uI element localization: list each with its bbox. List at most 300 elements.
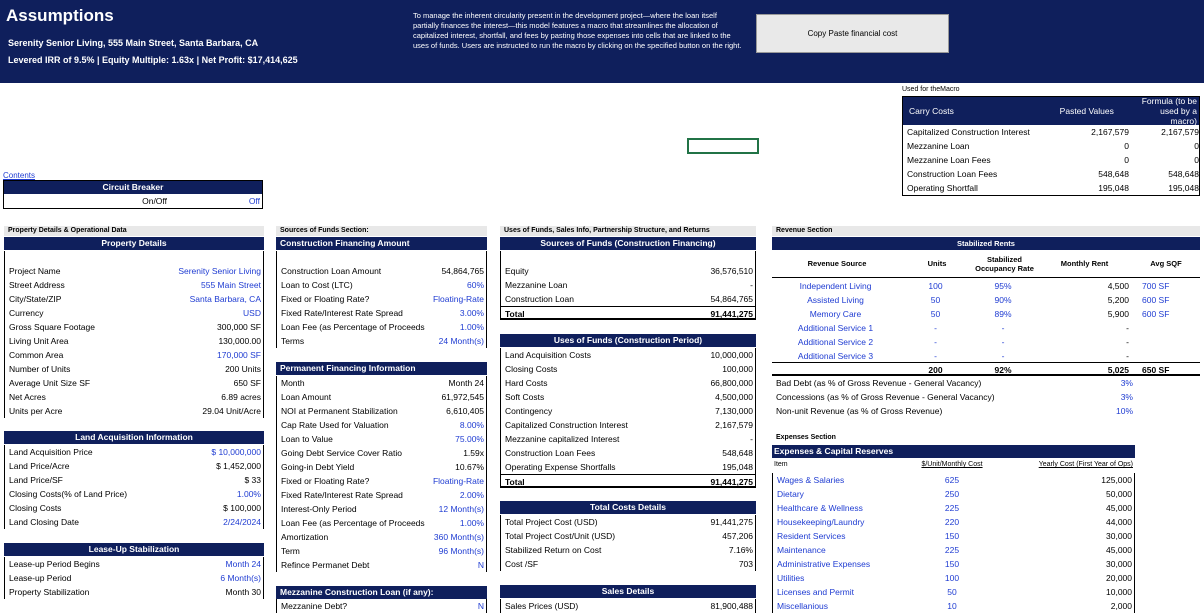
lease-value[interactable]: 6 Month(s)	[220, 573, 261, 583]
property-label: Number of Units	[9, 364, 71, 374]
permanent-financing-label: NOI at Permanent Stabilization	[281, 406, 398, 416]
revenue-rent: -	[1126, 323, 1129, 333]
sources-funds-value: 54,864,765	[710, 294, 753, 304]
uses-funds-value: 10,000,000	[710, 350, 753, 360]
permanent-financing-row	[277, 390, 486, 404]
property-value: 6.89 acres	[221, 392, 261, 402]
expense-item[interactable]: Administrative Expenses	[777, 559, 871, 569]
uses-of-funds-table	[500, 348, 756, 488]
revenue-source[interactable]: Independent Living	[799, 281, 872, 291]
revenue-assumption-value[interactable]: 10%	[1115, 406, 1133, 416]
revenue-assumption-label: Concessions (as % of Gross Revenue - General Vacancy)	[776, 392, 995, 402]
revenue-rent: 5,200	[1107, 295, 1129, 305]
revenue-occupancy: -	[1001, 337, 1005, 347]
permanent-financing-label: Term	[281, 546, 300, 556]
permanent-financing-row	[277, 460, 486, 474]
property-value: 130,000.00	[218, 336, 261, 346]
total-costs-label: Cost /SF	[505, 559, 539, 569]
formula-value: 0	[1194, 141, 1199, 151]
expenses-title: Expenses & Capital Reserves	[772, 445, 1135, 458]
revenue-occupancy: 89%	[994, 309, 1012, 319]
carry-cost-label: Capitalized Construction Interest	[907, 127, 1030, 137]
col-monthly-rent: Monthly Rent	[1060, 259, 1109, 268]
property-label: Average Unit Size SF	[9, 378, 91, 388]
revenue-source[interactable]: Additional Service 1	[797, 323, 874, 333]
construction-financing-label: Fixed Rate/Interest Rate Spread	[281, 308, 403, 318]
uses-funds-row	[501, 362, 755, 376]
circuit-breaker-label: On/Off	[142, 196, 167, 206]
property-row	[5, 306, 263, 320]
expense-unit-cost[interactable]: 625	[944, 475, 960, 485]
revenue-assumption-row	[772, 390, 1135, 404]
total-costs-value: 457,206	[722, 531, 753, 541]
total-costs-value: 7.16%	[728, 545, 753, 555]
sources-funds-row	[501, 292, 755, 306]
permanent-financing-value[interactable]: 12 Month(s)	[438, 504, 484, 514]
permanent-financing-label: Interest-Only Period	[281, 504, 357, 514]
total-costs-row	[501, 543, 755, 557]
permanent-financing-value[interactable]: 360 Month(s)	[433, 532, 484, 542]
expense-item[interactable]: Healthcare & Wellness	[777, 503, 863, 513]
permanent-financing-row	[277, 544, 486, 558]
revenue-row	[772, 349, 1200, 363]
property-label: Net Acres	[9, 392, 46, 402]
property-value: 200 Units	[225, 364, 261, 374]
formula-value: 548,648	[1168, 169, 1199, 179]
expense-unit-cost[interactable]: 250	[944, 489, 960, 499]
expenses-header	[772, 459, 1135, 471]
property-value[interactable]: Santa Barbara, CA	[189, 294, 261, 304]
uses-funds-total-value: 91,441,275	[710, 477, 753, 487]
circuit-breaker-toggle[interactable]: Off	[248, 196, 260, 206]
uses-funds-label: Mezzanine capitalized Interest	[505, 434, 620, 444]
expense-unit-cost[interactable]: 150	[944, 559, 960, 569]
permanent-financing-table	[276, 376, 487, 572]
permanent-financing-row	[277, 488, 486, 502]
total-costs-label: Total Project Cost (USD)	[505, 517, 598, 527]
uses-of-funds-title: Uses of Funds (Construction Period)	[500, 334, 756, 347]
construction-financing-label: Loan to Cost (LTC)	[281, 280, 353, 290]
permanent-financing-value[interactable]: N	[477, 560, 484, 570]
expense-row	[773, 571, 1134, 585]
revenue-units: 50	[930, 309, 941, 319]
uses-funds-value: 4,500,000	[715, 392, 753, 402]
construction-financing-label: Loan Fee (as Percentage of Proceeds	[281, 322, 425, 332]
total-costs-row	[501, 529, 755, 543]
uses-funds-row	[501, 460, 755, 474]
revenue-assumption-value[interactable]: 3%	[1120, 378, 1133, 388]
pasted-value: 2,167,579	[1091, 127, 1129, 137]
stabilized-rents-band: Stabilized Rents	[772, 237, 1200, 250]
expense-item[interactable]: Wages & Salaries	[777, 475, 845, 485]
pasted-value: 195,048	[1098, 183, 1129, 193]
col-occupancy: Stabilized Occupancy Rate	[975, 254, 1034, 273]
sources-of-funds-table	[500, 251, 756, 320]
selected-cell[interactable]	[687, 138, 759, 154]
permanent-financing-row	[277, 376, 486, 390]
permanent-financing-value: 61,972,545	[441, 392, 484, 402]
land-row	[5, 445, 263, 459]
expense-item[interactable]: Licenses and Permit	[777, 587, 855, 597]
expense-yearly-cost: 50,000	[1106, 489, 1132, 499]
sources-funds-total-label: Total	[505, 309, 525, 319]
carry-cost-row	[903, 139, 1199, 153]
expense-unit-cost[interactable]: 50	[947, 587, 957, 597]
expense-unit-cost[interactable]: 150	[944, 531, 960, 541]
pasted-value: 0	[1124, 155, 1129, 165]
revenue-rent: -	[1126, 337, 1129, 347]
sources-funds-label: Equity	[505, 266, 529, 276]
lease-row	[5, 557, 263, 571]
uses-funds-row	[501, 390, 755, 404]
expense-yearly-cost: 125,000	[1101, 475, 1132, 485]
property-label: City/State/ZIP	[9, 294, 62, 304]
carry-cost-label: Construction Loan Fees	[907, 169, 998, 179]
property-row	[5, 292, 263, 306]
property-value: 650 SF	[233, 378, 261, 388]
permanent-financing-title: Permanent Financing Information	[276, 362, 487, 375]
revenue-source[interactable]: Memory Care	[809, 309, 862, 319]
expense-item[interactable]: Miscellanious	[777, 601, 829, 611]
revenue-source[interactable]: Assisted Living	[807, 295, 864, 305]
mezzanine-debt-label: Mezzanine Debt?	[281, 601, 348, 611]
contents-link[interactable]: Contents	[3, 171, 36, 180]
revenue-table-header	[772, 250, 1200, 278]
revenue-units: -	[934, 323, 937, 333]
lease-up-table	[4, 557, 264, 599]
revenue-rent: 5,900	[1107, 309, 1129, 319]
revenue-sqf[interactable]: 600 SF	[1142, 309, 1170, 319]
expense-row	[773, 501, 1134, 515]
revenue-sqf[interactable]	[1132, 335, 1200, 349]
header-banner	[0, 0, 1204, 83]
pasted-values-header: Pasted Values	[1059, 106, 1114, 116]
land-label: Land Price/Acre	[9, 461, 70, 471]
land-row	[5, 487, 263, 501]
permanent-financing-label: Loan to Value	[281, 434, 333, 444]
carry-cost-row	[903, 181, 1199, 195]
total-costs-title: Total Costs Details	[500, 501, 756, 514]
revenue-occupancy: -	[1001, 351, 1005, 361]
property-label: Living Unit Area	[9, 336, 69, 346]
revenue-source[interactable]: Additional Service 2	[797, 337, 874, 347]
total-costs-label: Total Project Cost/Unit (USD)	[505, 531, 616, 541]
land-acquisition-table	[4, 445, 264, 529]
construction-financing-value[interactable]: 1.00%	[459, 322, 484, 332]
revenue-assumption-label: Non-unit Revenue (as % of Gross Revenue)	[776, 406, 943, 416]
col-item: Item	[774, 461, 788, 468]
total-costs-row	[501, 515, 755, 529]
sales-price-label: Sales Prices (USD)	[505, 601, 579, 611]
expense-unit-cost[interactable]: 220	[944, 517, 960, 527]
total-costs-table	[500, 515, 756, 571]
property-label: Project Name	[9, 266, 61, 276]
expense-row	[773, 543, 1134, 557]
expense-unit-cost[interactable]: 225	[944, 503, 960, 513]
property-label: Units per Acre	[9, 406, 63, 416]
uses-funds-label: Construction Loan Fees	[505, 448, 596, 458]
project-subtitle: Serenity Senior Living, 555 Main Street, Santa Barbara, CA	[8, 38, 259, 48]
sources-funds-label: Mezzanine Loan	[505, 280, 568, 290]
sources-funds-total-value: 91,441,275	[710, 309, 753, 319]
col-units: Units	[927, 259, 947, 268]
revenue-occupancy: 90%	[994, 295, 1012, 305]
revenue-rent: -	[1126, 351, 1129, 361]
expense-unit-cost[interactable]: 225	[944, 545, 960, 555]
revenue-total-sqf: 650 SF	[1142, 365, 1170, 375]
land-value[interactable]: 1.00%	[236, 489, 261, 499]
construction-financing-value[interactable]: 24 Month(s)	[438, 336, 484, 346]
property-section-label: Property Details & Operational Data	[4, 226, 264, 236]
construction-financing-value[interactable]: Floating-Rate	[432, 294, 484, 304]
permanent-financing-row	[277, 432, 486, 446]
construction-financing-value[interactable]: 60%	[466, 280, 484, 290]
uses-funds-label: Hard Costs	[505, 378, 548, 388]
revenue-sqf[interactable]	[1132, 321, 1200, 335]
pasted-value: 0	[1124, 141, 1129, 151]
construction-financing-title: Construction Financing Amount	[276, 237, 487, 250]
permanent-financing-label: Going Debt Service Cover Ratio	[281, 448, 402, 458]
mezzanine-debt-value[interactable]: N	[477, 601, 484, 611]
property-label: Currency	[9, 308, 44, 318]
permanent-financing-value: Month 24	[448, 378, 484, 388]
expense-unit-cost[interactable]: 10	[947, 601, 957, 611]
revenue-sqf[interactable]	[1132, 349, 1200, 363]
sources-funds-label: Construction Loan	[505, 294, 574, 304]
uses-funds-row	[501, 432, 755, 446]
formula-value: 0	[1194, 155, 1199, 165]
revenue-row	[772, 307, 1200, 321]
revenue-section-label: Revenue Section	[772, 226, 1200, 236]
construction-financing-row	[277, 306, 486, 320]
revenue-sqf[interactable]: 600 SF	[1142, 295, 1170, 305]
construction-financing-row	[277, 278, 486, 292]
construction-financing-value[interactable]: 3.00%	[459, 308, 484, 318]
expense-yearly-cost: 30,000	[1106, 559, 1132, 569]
permanent-financing-value: 6,610,405	[446, 406, 484, 416]
land-row	[5, 473, 263, 487]
permanent-financing-row	[277, 516, 486, 530]
permanent-financing-label: Going-in Debt Yield	[281, 462, 355, 472]
expense-item[interactable]: Housekeeping/Laundry	[777, 517, 865, 527]
construction-financing-row	[277, 292, 486, 306]
sales-details-title: Sales Details	[500, 585, 756, 598]
property-details-title: Property Details	[4, 237, 264, 250]
permanent-financing-label: Refince Permanet Debt	[281, 560, 370, 570]
expense-yearly-cost: 10,000	[1106, 587, 1132, 597]
construction-financing-label: Terms	[281, 336, 305, 346]
property-row	[5, 320, 263, 334]
expense-yearly-cost: 20,000	[1106, 573, 1132, 583]
project-metrics: Levered IRR of 9.5% | Equity Multiple: 1.63x | Net Profit: $17,414,625	[8, 55, 298, 65]
uses-funds-row	[501, 446, 755, 460]
property-value[interactable]: 555 Main Street	[200, 280, 261, 290]
lease-row	[5, 571, 263, 585]
revenue-occupancy: -	[1001, 323, 1005, 333]
construction-financing-row	[277, 334, 486, 348]
land-label: Land Closing Date	[9, 517, 79, 527]
property-value: 300,000 SF	[217, 322, 261, 332]
permanent-financing-row	[277, 446, 486, 460]
revenue-rent: 4,500	[1107, 281, 1129, 291]
expense-yearly-cost: 45,000	[1106, 503, 1132, 513]
expense-item[interactable]: Maintenance	[777, 545, 826, 555]
lease-label: Property Stabilization	[9, 587, 90, 597]
carry-cost-row	[903, 167, 1199, 181]
construction-financing-table	[276, 251, 487, 348]
uses-funds-label: Closing Costs	[505, 364, 558, 374]
lease-value[interactable]: Month 24	[225, 559, 261, 569]
property-row	[5, 264, 263, 278]
total-costs-label: Stabilized Return on Cost	[505, 545, 602, 555]
permanent-financing-row	[277, 530, 486, 544]
permanent-financing-value[interactable]: 96 Month(s)	[438, 546, 484, 556]
land-value[interactable]: $ 10,000,000	[211, 447, 261, 457]
sources-section-label: Sources of Funds Section:	[276, 226, 487, 236]
revenue-total-row	[772, 362, 1200, 376]
revenue-source[interactable]: Additional Service 3	[797, 351, 874, 361]
formula-value: 195,048	[1168, 183, 1199, 193]
revenue-units: -	[934, 337, 937, 347]
sources-funds-value: 36,576,510	[710, 266, 753, 276]
uses-funds-label: Capitalized Construction Interest	[505, 420, 628, 430]
land-row	[5, 501, 263, 515]
col-yearly: Yearly Cost (First Year of Ops)	[1038, 461, 1133, 468]
uses-funds-value: -	[750, 434, 753, 444]
expenses-section-label: Expenses Section	[776, 434, 836, 441]
permanent-financing-value: 10.67%	[455, 462, 484, 472]
permanent-financing-value[interactable]: Floating-Rate	[432, 476, 484, 486]
sales-price-value: 81,900,488	[710, 601, 753, 611]
expense-unit-cost[interactable]: 100	[944, 573, 960, 583]
land-label: Closing Costs(% of Land Price)	[9, 489, 128, 499]
construction-financing-row	[277, 320, 486, 334]
revenue-occupancy: 95%	[994, 281, 1012, 291]
total-costs-value: 91,441,275	[710, 517, 753, 527]
construction-financing-label: Fixed or Floating Rate?	[281, 294, 370, 304]
land-acquisition-title: Land Acquisition Information	[4, 431, 264, 444]
circuit-breaker-box	[3, 180, 263, 209]
land-label: Closing Costs	[9, 503, 62, 513]
revenue-sqf[interactable]: 700 SF	[1142, 281, 1170, 291]
sources-funds-row	[501, 264, 755, 278]
permanent-financing-label: Cap Rate Used for Valuation	[281, 420, 389, 430]
macro-note: Used for theMacro	[902, 86, 960, 93]
property-value[interactable]: USD	[243, 308, 261, 318]
revenue-row	[772, 279, 1200, 293]
expense-yearly-cost: 44,000	[1106, 517, 1132, 527]
permanent-financing-row	[277, 404, 486, 418]
lease-up-title: Lease-Up Stabilization	[4, 543, 264, 556]
expense-item[interactable]: Resident Services	[777, 531, 846, 541]
uses-funds-value: 2,167,579	[715, 420, 753, 430]
permanent-financing-value[interactable]: 1.00%	[459, 518, 484, 528]
permanent-financing-row	[277, 474, 486, 488]
sales-details-table	[500, 599, 756, 613]
carry-costs-header: Carry Costs	[909, 106, 954, 116]
expense-yearly-cost: 2,000	[1110, 601, 1132, 611]
permanent-financing-label: Fixed or Floating Rate?	[281, 476, 370, 486]
revenue-assumption-value[interactable]: 3%	[1120, 392, 1133, 402]
col-unit-monthly: $/Unit/Monthly Cost	[921, 461, 983, 468]
revenue-total-occupancy: 92%	[994, 365, 1012, 375]
uses-funds-label: Contingency	[505, 406, 553, 416]
permanent-financing-value[interactable]: 2.00%	[459, 490, 484, 500]
uses-funds-label: Land Acquisition Costs	[505, 350, 591, 360]
property-row	[5, 278, 263, 292]
uses-funds-label: Operating Expense Shortfalls	[505, 462, 616, 472]
property-value[interactable]: 170,000 SF	[217, 350, 261, 360]
property-row	[5, 390, 263, 404]
mezzanine-title: Mezzanine Construction Loan (if any):	[276, 586, 487, 599]
macro-description: To manage the inherent circularity present in the development project—where the loan itself partially finances the interest—this model features a macro that streamlines the allocation of capitalized interest, shortfall, and fees by pasting those expenses into cells that are linked to the uses of funds. Users are instructed to run the macro by clicking on the specified button on the right.	[413, 11, 742, 50]
expense-row	[773, 529, 1134, 543]
lease-label: Lease-up Period	[9, 573, 72, 583]
permanent-financing-value[interactable]: 75.00%	[455, 434, 484, 444]
uses-funds-value: 100,000	[722, 364, 753, 374]
expense-row	[773, 473, 1134, 487]
uses-funds-value: 195,048	[722, 462, 753, 472]
mezzanine-table	[276, 599, 487, 613]
property-value: 29.04 Unit/Acre	[202, 406, 261, 416]
property-row	[5, 362, 263, 376]
permanent-financing-label: Amortization	[281, 532, 329, 542]
uses-funds-row	[501, 376, 755, 390]
revenue-total-units: 200	[928, 365, 943, 375]
uses-funds-label: Soft Costs	[505, 392, 545, 402]
uses-funds-total-label: Total	[505, 477, 525, 487]
permanent-financing-row	[277, 558, 486, 572]
uses-funds-value: 548,648	[722, 448, 753, 458]
property-value[interactable]: Serenity Senior Living	[178, 266, 261, 276]
revenue-units: 100	[928, 281, 943, 291]
revenue-row	[772, 321, 1200, 335]
carry-cost-row	[903, 125, 1199, 139]
sources-funds-row	[501, 278, 755, 292]
revenue-total-rent: 5,025	[1107, 365, 1129, 375]
lease-row	[5, 585, 263, 599]
uses-funds-value: 7,130,000	[715, 406, 753, 416]
revenue-assumption-label: Bad Debt (as % of Gross Revenue - General Vacancy)	[776, 378, 982, 388]
permanent-financing-label: Month	[281, 378, 305, 388]
total-costs-row	[501, 557, 755, 571]
property-label: Gross Square Footage	[9, 322, 95, 332]
uses-funds-total-row	[501, 474, 755, 488]
uses-funds-row	[501, 348, 755, 362]
permanent-financing-label: Loan Fee (as Percentage of Proceeds	[281, 518, 425, 528]
expense-item[interactable]: Dietary	[777, 489, 804, 499]
page-title: Assumptions	[6, 6, 114, 25]
property-label: Common Area	[9, 350, 64, 360]
carry-costs-table	[902, 96, 1200, 196]
carry-cost-label: Mezzanine Loan Fees	[907, 155, 991, 165]
permanent-financing-value[interactable]: 8.00%	[459, 420, 484, 430]
sources-funds-total-row	[501, 306, 755, 320]
property-row	[5, 348, 263, 362]
uses-funds-row	[501, 404, 755, 418]
property-label: Street Address	[9, 280, 65, 290]
copy-paste-financial-cost-button[interactable]: Copy Paste financial cost	[756, 14, 949, 53]
permanent-financing-row	[277, 502, 486, 516]
land-value[interactable]: 2/24/2024	[223, 517, 261, 527]
land-label: Land Acquisition Price	[9, 447, 93, 457]
expense-yearly-cost: 30,000	[1106, 531, 1132, 541]
property-row	[5, 334, 263, 348]
permanent-financing-label: Loan Amount	[281, 392, 332, 402]
expense-item[interactable]: Utilities	[777, 573, 805, 583]
uses-funds-row	[501, 418, 755, 432]
land-label: Land Price/SF	[9, 475, 63, 485]
